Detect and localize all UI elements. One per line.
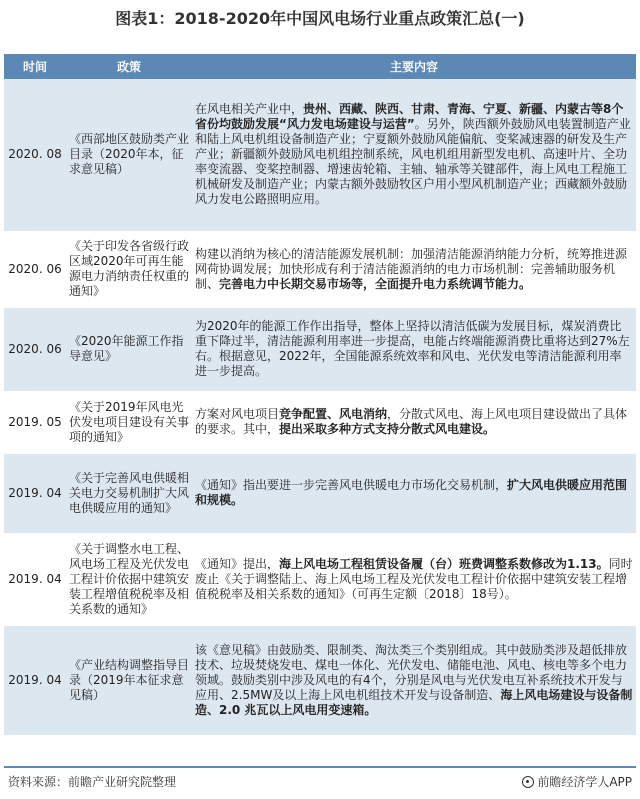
row-policy: 《关于2019年风电光伏发电项目建设有关事项的通知》 bbox=[66, 391, 192, 453]
brand-credit bbox=[522, 773, 632, 790]
qianzhan-logo-icon bbox=[522, 776, 534, 788]
row-time: 2019. 04 bbox=[4, 453, 66, 533]
row-policy: 《关于印发各省级行政区域2020年可再生能源电力消纳责任权重的通知》 bbox=[66, 231, 192, 307]
row-policy: 《产业结构调整指导目录（2019年本征求意见稿） bbox=[66, 625, 192, 735]
brand-name: 前瞻经济学人APP bbox=[537, 775, 632, 789]
table-row bbox=[4, 307, 636, 391]
row-policy: 《关于调整水电工程、风电场工程及光伏发电工程计价依据中建筑安装工程增值税税率及相关系数的通知》 bbox=[66, 533, 192, 625]
row-content bbox=[192, 79, 636, 231]
row-content bbox=[192, 533, 636, 625]
row-content bbox=[192, 453, 636, 533]
page-title: 图表1：2018-2020年中国风电场行业重点政策汇总(一) bbox=[115, 9, 525, 28]
content-text: ，分散式风电、海上风电项目建设做出了具体的要求。其中， bbox=[195, 407, 628, 436]
table-row bbox=[4, 79, 636, 231]
row-content bbox=[192, 625, 636, 735]
row-time: 2020. 08 bbox=[4, 79, 66, 231]
header-content: 主要内容 bbox=[192, 54, 636, 79]
row-policy: 《2020年能源工作指导意见》 bbox=[66, 307, 192, 391]
content-emphasis: 竞争配置、风电消纳 bbox=[279, 407, 388, 421]
content-text: 为2020年的能源工作作出指导，整体上坚持以清洁低碳为发展目标，煤炭消费比重下降过半，清洁能源利用率进一步提高，电能占终端能源消费比重将达到27%左右。根据意见，2022年，全国能源系统效率和风电、光伏发电等清洁能源利用率进一步提高。 bbox=[195, 319, 630, 378]
content-emphasis: 提出采取多种方式支持分散式风电建设。 bbox=[279, 422, 496, 436]
row-policy: 《西部地区鼓励类产业目录（2020年本，征求意见稿） bbox=[66, 79, 192, 231]
content-emphasis: 海上风电场工程租赁设备履（台）班费调整系数修改为1.13。 bbox=[279, 556, 609, 571]
content-emphasis: 海上风电场建设与设备制造、2.0 兆瓦以上风电用变速箱。 bbox=[195, 687, 633, 717]
row-time: 2019. 04 bbox=[4, 625, 66, 735]
row-time: 2019. 05 bbox=[4, 391, 66, 453]
content-emphasis: 贵州、西藏、陕西、甘肃、青海、宁夏、新疆、内蒙古等8个省份均鼓励发展“风力发电场建设与运营” bbox=[195, 102, 624, 132]
policy-table bbox=[4, 54, 636, 736]
row-time: 2020. 06 bbox=[4, 307, 66, 391]
table-row bbox=[4, 453, 636, 533]
table-row bbox=[4, 391, 636, 453]
row-content bbox=[192, 231, 636, 307]
row-time: 2020. 06 bbox=[4, 231, 66, 307]
row-content bbox=[192, 307, 636, 391]
row-time: 2019. 04 bbox=[4, 533, 66, 625]
source-note: 资料来源：前瞻产业研究院整理 bbox=[8, 775, 177, 789]
header-policy: 政策 bbox=[66, 54, 192, 79]
bottom-divider bbox=[4, 766, 636, 768]
content-text: 。另外，陕西额外鼓励风电装置制造产业和陆上风电机组设备制造产业；宁夏额外鼓励风能偏航、变桨减速器的研发及生产产业；新疆额外鼓励风电机组控制系统，风电机组用新型发电机、高速叶片、全功率变流器、变桨控制器、增速齿轮箱、主轴、轴承等关键部件，海上风电工程施工机械研发及制造产业；内蒙古额外鼓励牧区户用小型风机制造产业；西藏额外鼓励风力发电公路照明应用。 bbox=[195, 117, 631, 207]
content-text: 方案对风电项目 bbox=[195, 407, 280, 421]
content-emphasis: 扩大风电供暖应用范围和规模。 bbox=[195, 478, 628, 507]
table-body bbox=[4, 79, 636, 735]
table-header-row bbox=[4, 54, 636, 79]
table-row bbox=[4, 625, 636, 735]
row-content bbox=[192, 391, 636, 453]
content-text: 在风电相关产业中， bbox=[195, 102, 304, 117]
content-text: 该《意见稿》由鼓励类、限制类、淘汰类三个类别组成。其中鼓励类涉及超低排放技术、垃圾焚烧发电、煤电一体化、光伏发电、储能电池、风电、核电等多个电力领域。鼓励类别中涉及风电的有4个，分别是风电与光伏发电互补系统技术开发与应用、2.5MW及以上海上风电机组技术开发与设备制造、 bbox=[195, 642, 628, 702]
content-emphasis: 完善电力中长期交易市场等，全面提升电力系统调节能力。 bbox=[219, 276, 532, 291]
table-row bbox=[4, 231, 636, 307]
content-text: 同时废止《关于调整陆上、海上风电场工程及光伏发电工程计价依据中建筑安装工程增值税税率及相关系数的通知》（可再生定额〔2018〕18号）。 bbox=[195, 556, 633, 601]
table-row bbox=[4, 533, 636, 625]
content-text: 构建以消纳为核心的清洁能源发展机制：加强清洁能源消纳能力分析，统筹推进源网荷协调发展；加快形成有利于清洁能源消纳的电力市场机制：完善辅助服务机制、 bbox=[195, 246, 628, 291]
content-text: 《通知》提出， bbox=[195, 556, 280, 571]
row-policy: 《关于完善风电供暖相关电力交易机制扩大风电供暖应用的通知》 bbox=[66, 453, 192, 533]
header-time: 时间 bbox=[4, 54, 66, 79]
content-text: 《通知》指出要进一步完善风电供暖电力市场化交易机制， bbox=[195, 478, 508, 492]
